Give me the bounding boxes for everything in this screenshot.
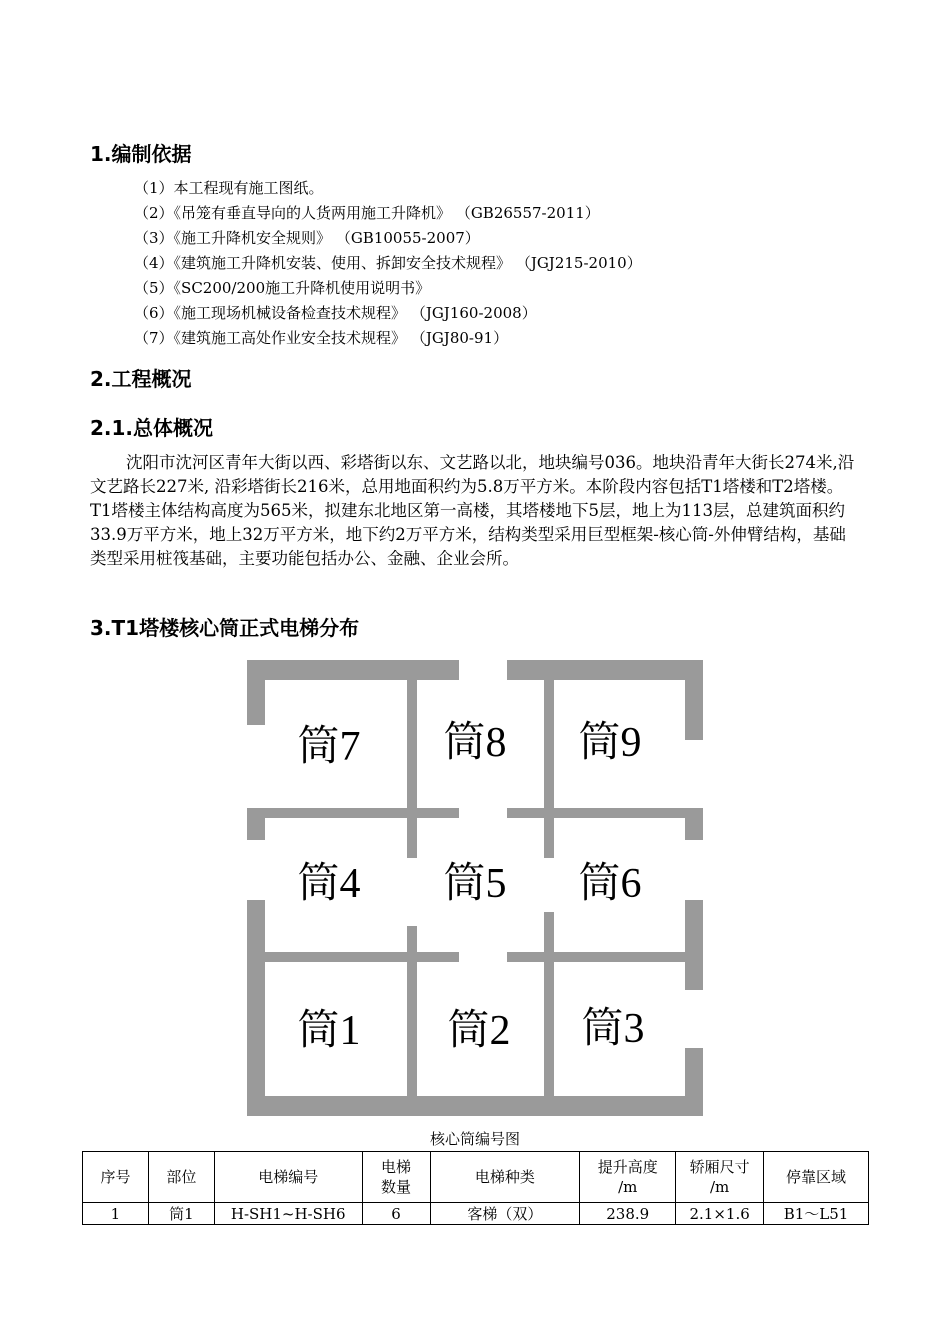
table-cell: 238.9 xyxy=(580,1203,676,1225)
reference-item-7: （7）《建筑施工高处作业安全技术规程》 （JGJ80-91） xyxy=(134,329,509,347)
diagram-caption: 核心筒编号图 xyxy=(429,1130,520,1148)
reference-item-4: （4）《建筑施工升降机安装、使用、拆卸安全技术规程》 （JGJ215-2010） xyxy=(134,254,642,272)
header-cell: 轿厢尺寸 /m xyxy=(676,1152,764,1203)
table-cell: 客梯（双） xyxy=(430,1203,580,1225)
table-header-row xyxy=(83,1152,869,1203)
tube-label-6: 筒6 xyxy=(578,861,642,907)
reference-item-5: （5）《SC200/200施工升降机使用说明书》 xyxy=(134,279,431,297)
tube-label-3: 筒3 xyxy=(581,1006,645,1052)
header-cell: 部位 xyxy=(148,1152,214,1203)
tube-label-5: 筒5 xyxy=(443,861,507,907)
core-tube-diagram xyxy=(247,660,703,1116)
reference-item-1: （1）本工程现有施工图纸。 xyxy=(134,179,324,197)
table-cell: B1～L51 xyxy=(764,1203,869,1225)
reference-item-3: （3）《施工升降机安全规则》 （GB10055-2007） xyxy=(134,229,480,247)
tube-label-2: 筒2 xyxy=(447,1008,511,1054)
section-2-1-title: 2.1.总体概况 xyxy=(90,416,214,440)
section-1-title: 1.编制依据 xyxy=(90,142,192,166)
section-2-title: 2.工程概况 xyxy=(90,367,192,391)
header-cell: 电梯种类 xyxy=(430,1152,580,1203)
elevator-table xyxy=(82,1151,869,1225)
tube-label-8: 筒8 xyxy=(443,720,507,766)
table-cell: 6 xyxy=(362,1203,430,1225)
table-row xyxy=(83,1203,869,1225)
header-cell: 停靠区域 xyxy=(764,1152,869,1203)
reference-item-2: （2）《吊笼有垂直导向的人货两用施工升降机》 （GB26557-2011） xyxy=(134,204,600,222)
table-cell: 筒1 xyxy=(148,1203,214,1225)
table-cell: 1 xyxy=(83,1203,149,1225)
table-cell: 2.1×1.6 xyxy=(676,1203,764,1225)
table-cell: H-SH1~H-SH6 xyxy=(214,1203,362,1225)
tube-label-9: 筒9 xyxy=(578,720,642,766)
header-cell: 电梯编号 xyxy=(214,1152,362,1203)
tube-label-7: 筒7 xyxy=(297,724,361,770)
tube-label-4: 筒4 xyxy=(297,861,361,907)
header-cell: 电梯 数量 xyxy=(362,1152,430,1203)
reference-item-6: （6）《施工现场机械设备检查技术规程》 （JGJ160-2008） xyxy=(134,304,537,322)
overview-paragraph: 沈阳市沈河区青年大街以西、彩塔街以东、文艺路以北，地块编号036。地块沿青年大街长274米,沿文艺路长227米, 沿彩塔街长216米，总用地面积约为5.8万平方米。本阶段内容包括T1塔楼和T2塔楼。T1塔楼主体结构高度为565米，拟建东北地区第一高楼，其塔楼地下5层，地上为113层，总建筑面积约33.9万平方米，地上32万平方米，地下约2万平方米，结构类型采用巨型框架-核心筒-外伸臂结构，基础类型采用桩筏基础，主要功能包括办公、金融、企业会所。 xyxy=(90,453,855,568)
tube-label-1: 筒1 xyxy=(297,1008,361,1054)
header-cell: 提升高度 /m xyxy=(580,1152,676,1203)
section-3-title: 3.T1塔楼核心筒正式电梯分布 xyxy=(90,616,360,640)
header-cell: 序号 xyxy=(83,1152,149,1203)
